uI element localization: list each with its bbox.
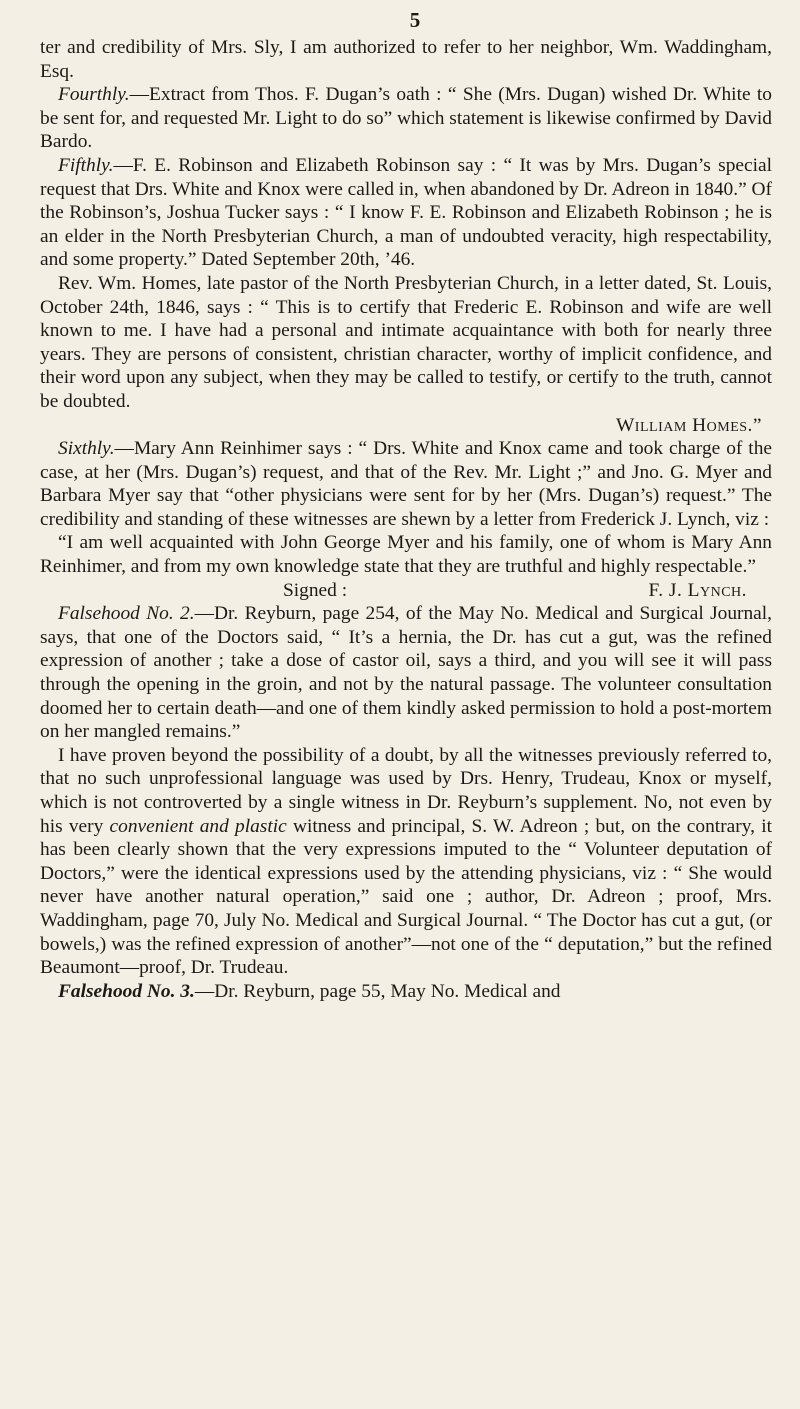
emphasis-text: convenient and plastic — [109, 815, 287, 837]
paragraph-text: —Dr. Reyburn, page 254, of the May No. Medical and Surgical Journal, says, that one of the Doctors said, “ It’s a hernia, the Dr. has cut a gut, was the refined expression of another ; take a dose of castor oil, says a third, and you will see it will pass through the opening in the groin, and not by the natural passage. The volunteer consultation doomed her to certain death—and one of them kindly asked permission to hold a post-mortem on her mangled remains.” — [40, 603, 773, 743]
signature-text: F. J. Lynch. — [648, 579, 747, 601]
body-text — [40, 36, 772, 1003]
section-heading: Fifthly. — [58, 154, 114, 176]
paragraph-fifthly — [40, 154, 772, 272]
section-heading: Fourthly. — [58, 84, 130, 106]
section-heading: Falsehood No. 3. — [58, 980, 195, 1002]
paragraph-text: I have proven beyond the possibility of a doubt, by all the witnesses previously referred to, that no such unprofessional language was used by Drs. Henry, Trudeau, Knox or myself, which is not controverted by a single witness in Dr. Reyburn’s supplement. No, not even by his very — [40, 744, 772, 837]
section-heading: Sixthly. — [58, 438, 115, 460]
signed-label: Signed : — [283, 579, 348, 601]
paragraph-proof — [40, 744, 772, 980]
paragraph-text: —Extract from Thos. F. Dugan’s oath : “ She (Mrs. Dugan) wished Dr. White to be sent for, and requested Mr. Light to do so” which statement is likewise confirmed by David Bardo. — [40, 84, 772, 153]
paragraph-falsehood-3 — [40, 980, 772, 1004]
paragraph-text: —Mary Ann Reinhimer says : “ Drs. White and Knox came and took charge of the case, at her (Mrs. Dugan’s) request, and that of the Rev. Mr. Light ;” and Jno. G. Myer and Barbara Myer say that “other physicians were sent for by her (Mrs. Dugan’s) request.” The credibility and standing of these witnesses are shewn by a letter from Frederick J. Lynch, viz : — [40, 438, 772, 530]
paragraph-falsehood-2 — [40, 602, 772, 744]
paragraph-fourthly — [40, 83, 772, 154]
page-number: 5 — [409, 8, 421, 32]
signature-text: William Homes.” — [616, 414, 762, 436]
paragraph-continuation: ter and credibility of Mrs. Sly, I am authorized to refer to her neighbor, Wm. Waddingham, Esq. — [40, 37, 772, 82]
signature-lynch — [40, 579, 772, 603]
paragraph-sixthly — [40, 437, 772, 531]
paragraph-homes-letter: Rev. Wm. Homes, late pastor of the North Presbyterian Church, in a letter dated, St. Louis, October 24th, 1846, says : “ This is to certify that Frederic E. Robinson and wife are well known to me. I have had a personal and intimate acquaintance with both for nearly three years. They are persons of consistent, christian character, worthy of implicit confidence, and their word upon any subject, when they may be called to testify, or certify to the truth, cannot be doubted. — [40, 272, 772, 412]
paragraph-lynch-letter: “I am well acquainted with John George Myer and his family, one of whom is Mary Ann Reinhimer, and from my own knowledge state that they are truthful and highly respectable.” — [40, 532, 772, 578]
signature-homes — [40, 414, 772, 438]
paragraph-text: —F. E. Robinson and Elizabeth Robinson say : “ It was by Mrs. Dugan’s special request that Drs. White and Knox were called in, when abandoned by Dr. Adreon in 1840.” Of the Robinson’s, Joshua Tucker says : “ I know F. E. Robinson and Elizabeth Robinson ; he is an elder in the North Presbyterian Church, a man of undoubted veracity, high respectability, and some property.” Dated September 20th, ’46. — [40, 154, 772, 271]
paragraph-text: witness and principal, S. W. Adreon ; but, on the contrary, it has been clearly shown that the very expressions imputed to the “ Volunteer deputation of Doctors,” were the identical expressions used by the attending physicians, viz : “ She would never have another natural operation,” said one ; author, Dr. Adreon ; proof, Mrs. Waddingham, page 70, July No. Medical and Surgical Journal. “ The Doctor has cut a gut, (or bowels,) was the refined expression of another”—not one of the “ deputation,” but the refined Beaumont—proof, Dr. Trudeau. — [40, 815, 772, 979]
paragraph-text: —Dr. Reyburn, page 55, May No. Medical and — [194, 980, 561, 1002]
section-heading: Falsehood No. 2. — [58, 603, 195, 625]
